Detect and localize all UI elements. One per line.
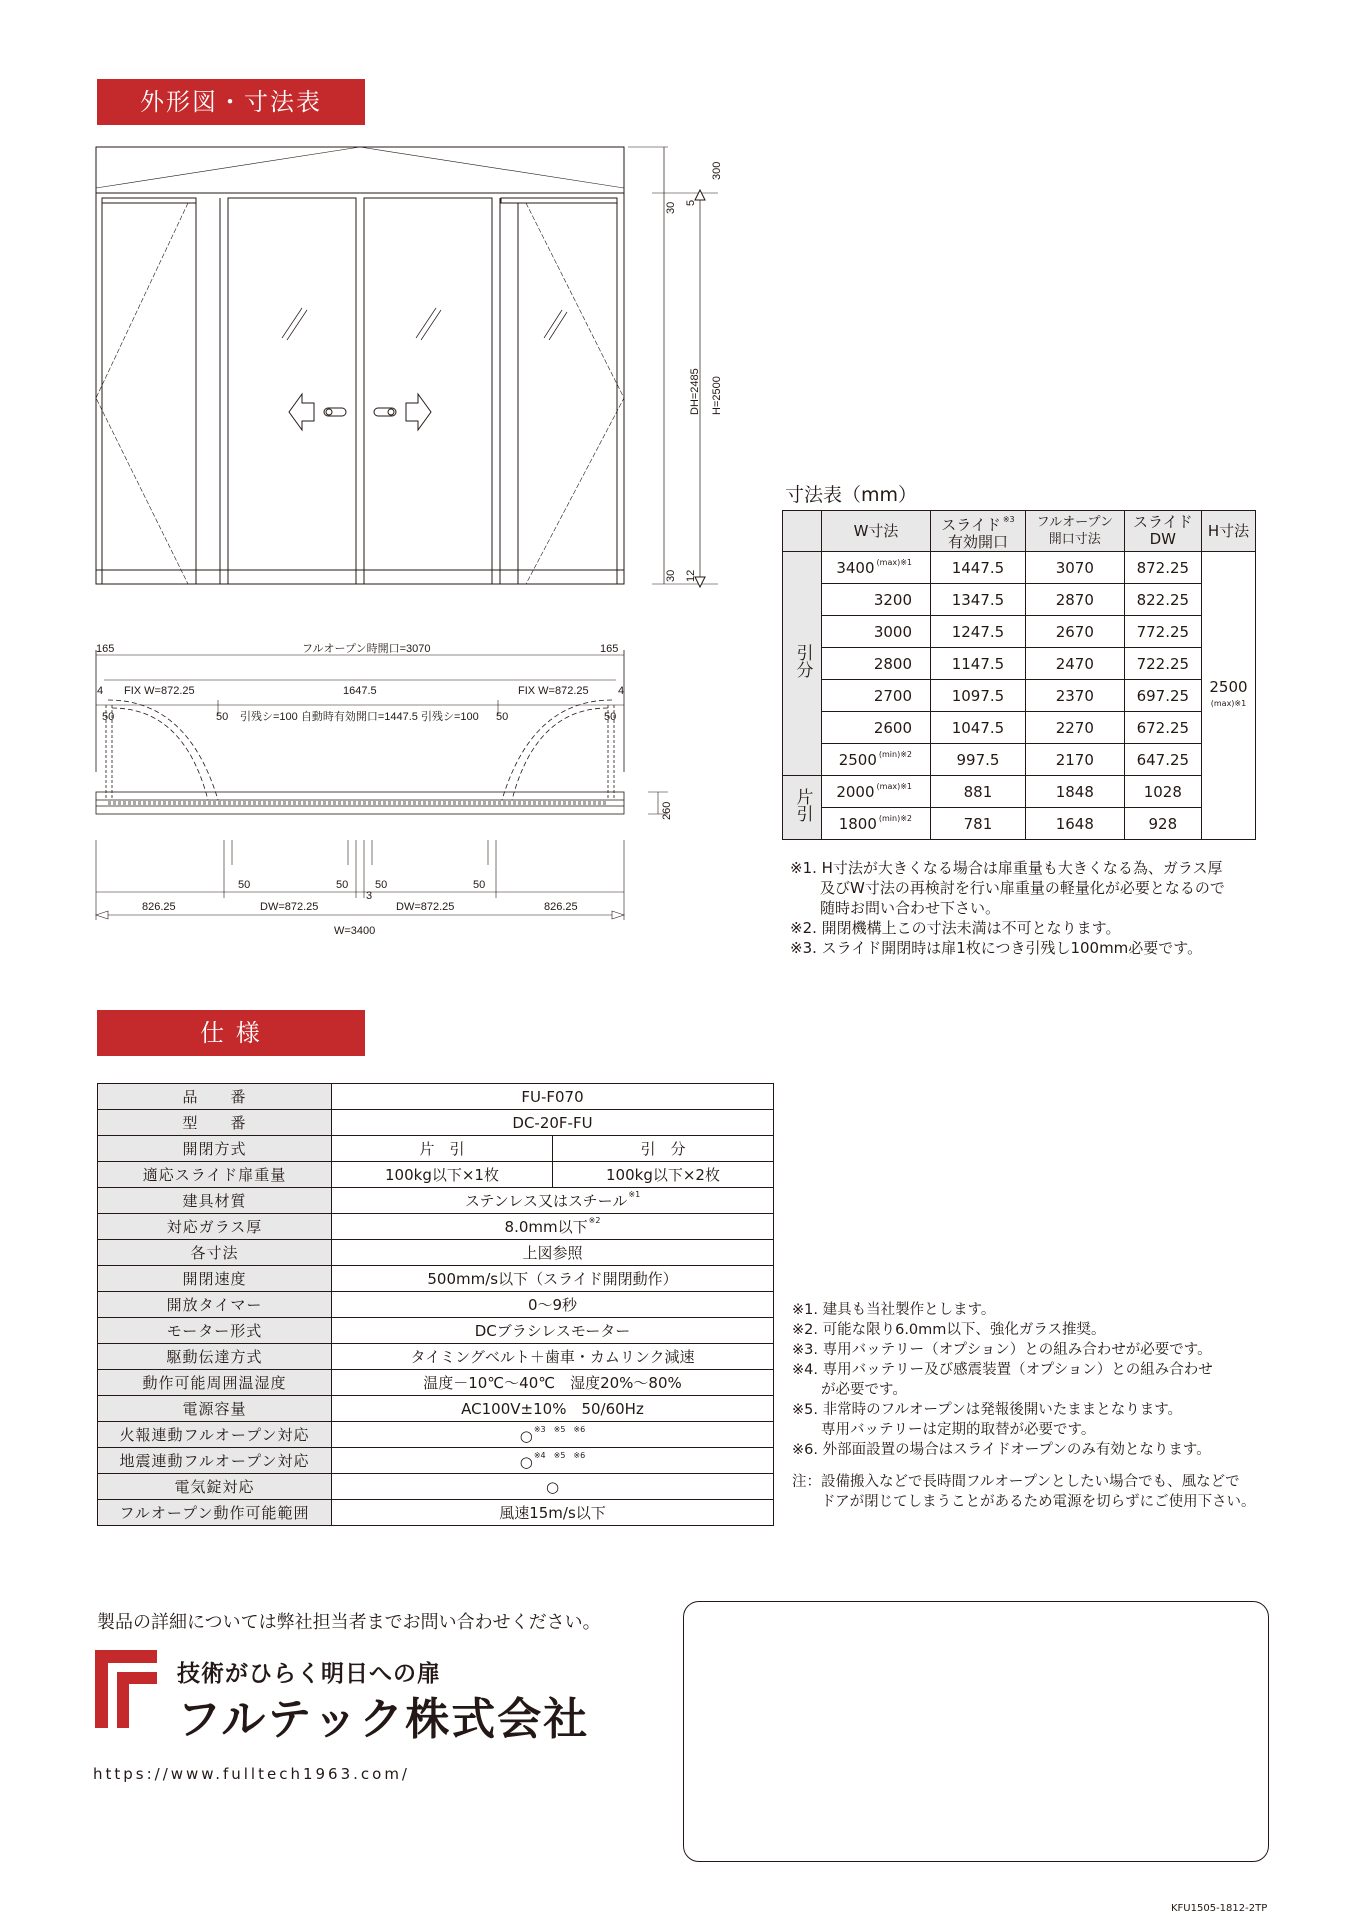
note-spacer (792, 1460, 1256, 1472)
open-cell: 781 (931, 808, 1026, 840)
spec-value: 8.0mm以下$^{※2}$ (332, 1214, 774, 1240)
note-line: ※2. 可能な限り6.0mm以下、強化ガラス推奨。 (792, 1322, 1106, 1338)
group-hikiwake: 引分 (783, 552, 822, 776)
table-row (98, 1344, 774, 1370)
table-row (783, 616, 1256, 648)
dim-b50-d: 50 (473, 879, 486, 891)
table-row (98, 1266, 774, 1292)
open-cell: 1347.5 (931, 584, 1026, 616)
dim-4-right: 4 (618, 685, 625, 697)
spec-value: ステンレス又はスチール$^{※1}$ (332, 1188, 774, 1214)
dim-b3: 3 (366, 890, 373, 902)
spec-section-title: 仕 様 (97, 1010, 365, 1056)
table-row (98, 1448, 774, 1474)
dw-cell: 928 (1124, 808, 1201, 840)
dim-b50-b: 50 (336, 879, 349, 891)
table-row (783, 552, 1256, 584)
note-line: ※3. 専用バッテリー（オプション）との組み合わせが必要です。 (792, 1342, 1212, 1358)
open-cell: 1147.5 (931, 648, 1026, 680)
dim-5: 5 (685, 199, 697, 206)
table-row (98, 1188, 774, 1214)
company-url-link[interactable]: https://www.fulltech1963.com/ (93, 1765, 410, 1783)
w-cell: 2500 $^{(min)※2}$ (822, 744, 931, 776)
full-cell: 3070 (1025, 552, 1124, 584)
spec-value: DCブラシレスモーター (332, 1318, 774, 1344)
note-line: ※1. H寸法が大きくなる場合は扉重量も大きくなる為、ガラス厚 (790, 859, 1223, 877)
spec-label: 品 番 (98, 1084, 332, 1110)
table-row (98, 1162, 774, 1188)
spec-value: FU-F070 (332, 1084, 774, 1110)
spec-label: 建具材質 (98, 1188, 332, 1214)
dw-cell: 1028 (1124, 776, 1201, 808)
spec-value: 引 分 (553, 1136, 774, 1162)
company-tagline: 技術がひらく明日への扉 (177, 1661, 441, 1687)
elevation-dimensions (665, 162, 723, 582)
bottom-dimensions (142, 879, 578, 937)
dim-dh: DH=2485 (689, 368, 701, 415)
spec-value: 片 引 (332, 1136, 553, 1162)
spec-label: 適応スライド扉重量 (98, 1162, 332, 1188)
dim-table-corner (783, 511, 822, 552)
spec-notes (792, 1300, 1256, 1512)
dim-b826-left: 826.25 (142, 901, 176, 913)
w-cell: 3000 (822, 616, 931, 648)
spec-label: 対応ガラス厚 (98, 1214, 332, 1240)
company-name: フルテック株式会社 (177, 1694, 590, 1745)
spec-value: DC-20F-FU (332, 1110, 774, 1136)
table-row (98, 1136, 774, 1162)
spec-value: 100kg以下×1枚 (332, 1162, 553, 1188)
table-row (783, 776, 1256, 808)
table-row (98, 1370, 774, 1396)
spec-value: ○ (332, 1474, 774, 1500)
note-line: 専用バッテリーは定期的取替が必要です。 (792, 1422, 1096, 1438)
note-line: ※3. スライド開閉時は扉1枚につき引残し100mm必要です。 (790, 939, 1203, 957)
spec-label: 開放タイマー (98, 1292, 332, 1318)
spec-value: AC100V±10% 50/60Hz (332, 1396, 774, 1422)
dim-30-top: 30 (665, 201, 677, 214)
spec-value: 温度－10℃～40℃ 湿度20%～80% (332, 1370, 774, 1396)
dim-50-b: 50 (216, 711, 229, 723)
dim-300: 300 (711, 161, 723, 180)
dim-header-dw: スライド DW (1124, 511, 1201, 552)
table-row (98, 1084, 774, 1110)
dim-50-c: 50 (496, 711, 509, 723)
spec-label: モーター形式 (98, 1318, 332, 1344)
table-row (783, 744, 1256, 776)
spec-label: 型 番 (98, 1110, 332, 1136)
spec-label: 電気錠対応 (98, 1474, 332, 1500)
table-row (98, 1422, 774, 1448)
dim-4-left: 4 (97, 685, 104, 697)
spec-label: 地震連動フルオープン対応 (98, 1448, 332, 1474)
dim-fullopen: フルオープン時開口=3070 (302, 643, 431, 655)
dw-cell: 772.25 (1124, 616, 1201, 648)
dim-50-d: 50 (604, 711, 617, 723)
table-row (98, 1292, 774, 1318)
spec-label: 電源容量 (98, 1396, 332, 1422)
full-cell: 1848 (1025, 776, 1124, 808)
door-elevation (96, 147, 718, 587)
spec-label: 動作可能周囲温湿度 (98, 1370, 332, 1396)
spec-value: 上図参照 (332, 1240, 774, 1266)
full-cell: 2470 (1025, 648, 1124, 680)
w-cell: 2700 (822, 680, 931, 712)
table-row (783, 680, 1256, 712)
spec-value: 風速15m/s以下 (332, 1500, 774, 1526)
table-row (98, 1240, 774, 1266)
note-line: ※4. 専用バッテリー及び感震装置（オプション）との組み合わせ (792, 1362, 1213, 1378)
dim-12: 12 (685, 569, 697, 582)
dim-b50-c: 50 (375, 879, 388, 891)
w-cell: 3400 $^{(max)※1}$ (822, 552, 931, 584)
table-row (98, 1500, 774, 1526)
full-cell: 2270 (1025, 712, 1124, 744)
dim-fix-right: FIX W=872.25 (518, 685, 589, 697)
note-line: ※5. 非常時のフルオープンは発報後開いたままとなります。 (792, 1402, 1183, 1418)
dim-header-h: H寸法 (1201, 511, 1255, 552)
table-row (783, 584, 1256, 616)
table-row (783, 712, 1256, 744)
dim-30-bottom: 30 (665, 569, 677, 582)
full-cell: 1648 (1025, 808, 1124, 840)
dim-header-w: W寸法 (822, 511, 931, 552)
dim-w3400: W=3400 (334, 925, 376, 937)
spec-value: 0～9秒 (332, 1292, 774, 1318)
dim-header-full-open: フルオープン 開口寸法 (1025, 511, 1124, 552)
spec-value: 500mm/s以下（スライド開閉動作） (332, 1266, 774, 1292)
company-logo-icon (95, 1650, 157, 1728)
spec-label: 駆動伝達方式 (98, 1344, 332, 1370)
table-row (783, 648, 1256, 680)
dim-dw-left: DW=872.25 (260, 901, 319, 913)
w-cell: 3200 (822, 584, 931, 616)
dw-cell: 647.25 (1124, 744, 1201, 776)
note-line: ※2. 開閉機構上この寸法未満は不可となります。 (790, 919, 1121, 937)
table-row (98, 1318, 774, 1344)
spec-label: 開閉方式 (98, 1136, 332, 1162)
note-line: 随時お問い合わせ下さい。 (790, 899, 1001, 917)
open-cell: 1097.5 (931, 680, 1026, 712)
dim-b826-right: 826.25 (544, 901, 578, 913)
table-row (98, 1214, 774, 1240)
dim-b50-a: 50 (238, 879, 251, 891)
spec-value: ○$^{※4 ※5 ※6}$ (332, 1448, 774, 1474)
note-line: 及びW寸法の再検討を行い扉重量の軽量化が必要となるので (790, 879, 1225, 897)
open-cell: 881 (931, 776, 1026, 808)
inquiry-text: 製品の詳細については弊社担当者までお問い合わせください。 (97, 1612, 601, 1633)
door-plan (96, 650, 668, 814)
dim-pull: 引残シ=100 自動時有効開口=1447.5 引残シ=100 (240, 711, 479, 723)
spec-label: 火報連動フルオープン対応 (98, 1422, 332, 1448)
full-cell: 2370 (1025, 680, 1124, 712)
spec-value: 100kg以下×2枚 (553, 1162, 774, 1188)
spec-label: 各寸法 (98, 1240, 332, 1266)
full-cell: 2670 (1025, 616, 1124, 648)
full-cell: 2870 (1025, 584, 1124, 616)
spec-table (97, 1083, 774, 1526)
document-code: KFU1505-1812-2TP (1171, 1903, 1268, 1914)
dim-h: H=2500 (711, 376, 723, 415)
table-row (98, 1396, 774, 1422)
group-katabiki: 片引 (783, 776, 822, 840)
note-line: 注：設備搬入などで長時間フルオープンとしたい場合でも、風などで (792, 1474, 1240, 1490)
spec-label: フルオープン動作可能範囲 (98, 1500, 332, 1526)
table-row (98, 1110, 774, 1136)
dw-cell: 672.25 (1124, 712, 1201, 744)
dim-dw-right: DW=872.25 (396, 901, 455, 913)
open-cell: 997.5 (931, 744, 1026, 776)
table-row (98, 1474, 774, 1500)
dw-cell: 822.25 (1124, 584, 1201, 616)
dim-center: 1647.5 (343, 685, 377, 697)
plan-dimensions (96, 641, 673, 820)
dim-header-slide-open: スライド $^{※3}$ 有効開口 (931, 511, 1026, 552)
dim-table-title: 寸法表（mm） (785, 484, 918, 506)
spec-value: ○$^{※3 ※5 ※6}$ (332, 1422, 774, 1448)
door-technical-drawing (88, 140, 758, 950)
dim-165-right: 165 (600, 643, 619, 655)
note-line: ※6. 外部面設置の場合はスライドオープンのみ有効となります。 (792, 1442, 1211, 1458)
dim-165-left: 165 (96, 643, 115, 655)
dim-50-a: 50 (102, 711, 115, 723)
h-value-cell: 2500 (max)※1 (1201, 552, 1255, 840)
open-cell: 1047.5 (931, 712, 1026, 744)
w-cell: 2000 $^{(max)※1}$ (822, 776, 931, 808)
dim-260: 260 (661, 801, 673, 820)
dim-fix-left: FIX W=872.25 (124, 685, 195, 697)
open-cell: 1447.5 (931, 552, 1026, 584)
w-cell: 1800 $^{(min)※2}$ (822, 808, 931, 840)
dimension-table (782, 510, 1256, 840)
dim-table-notes (790, 858, 1225, 958)
note-line: ドアが閉じてしまうことがあるため電源を切らずにご使用下さい。 (792, 1494, 1256, 1510)
dw-cell: 872.25 (1124, 552, 1201, 584)
open-cell: 1247.5 (931, 616, 1026, 648)
w-cell: 2800 (822, 648, 931, 680)
w-cell: 2600 (822, 712, 931, 744)
spec-value: タイミングベルト＋歯車・カムリンク減速 (332, 1344, 774, 1370)
dw-cell: 697.25 (1124, 680, 1201, 712)
spec-label: 開閉速度 (98, 1266, 332, 1292)
contact-stamp-box (683, 1601, 1269, 1862)
full-cell: 2170 (1025, 744, 1124, 776)
note-line: が必要です。 (792, 1382, 907, 1398)
dw-cell: 722.25 (1124, 648, 1201, 680)
note-line: ※1. 建具も当社製作とします。 (792, 1302, 996, 1318)
table-row (783, 808, 1256, 840)
drawing-section-title: 外形図・寸法表 (97, 79, 365, 125)
